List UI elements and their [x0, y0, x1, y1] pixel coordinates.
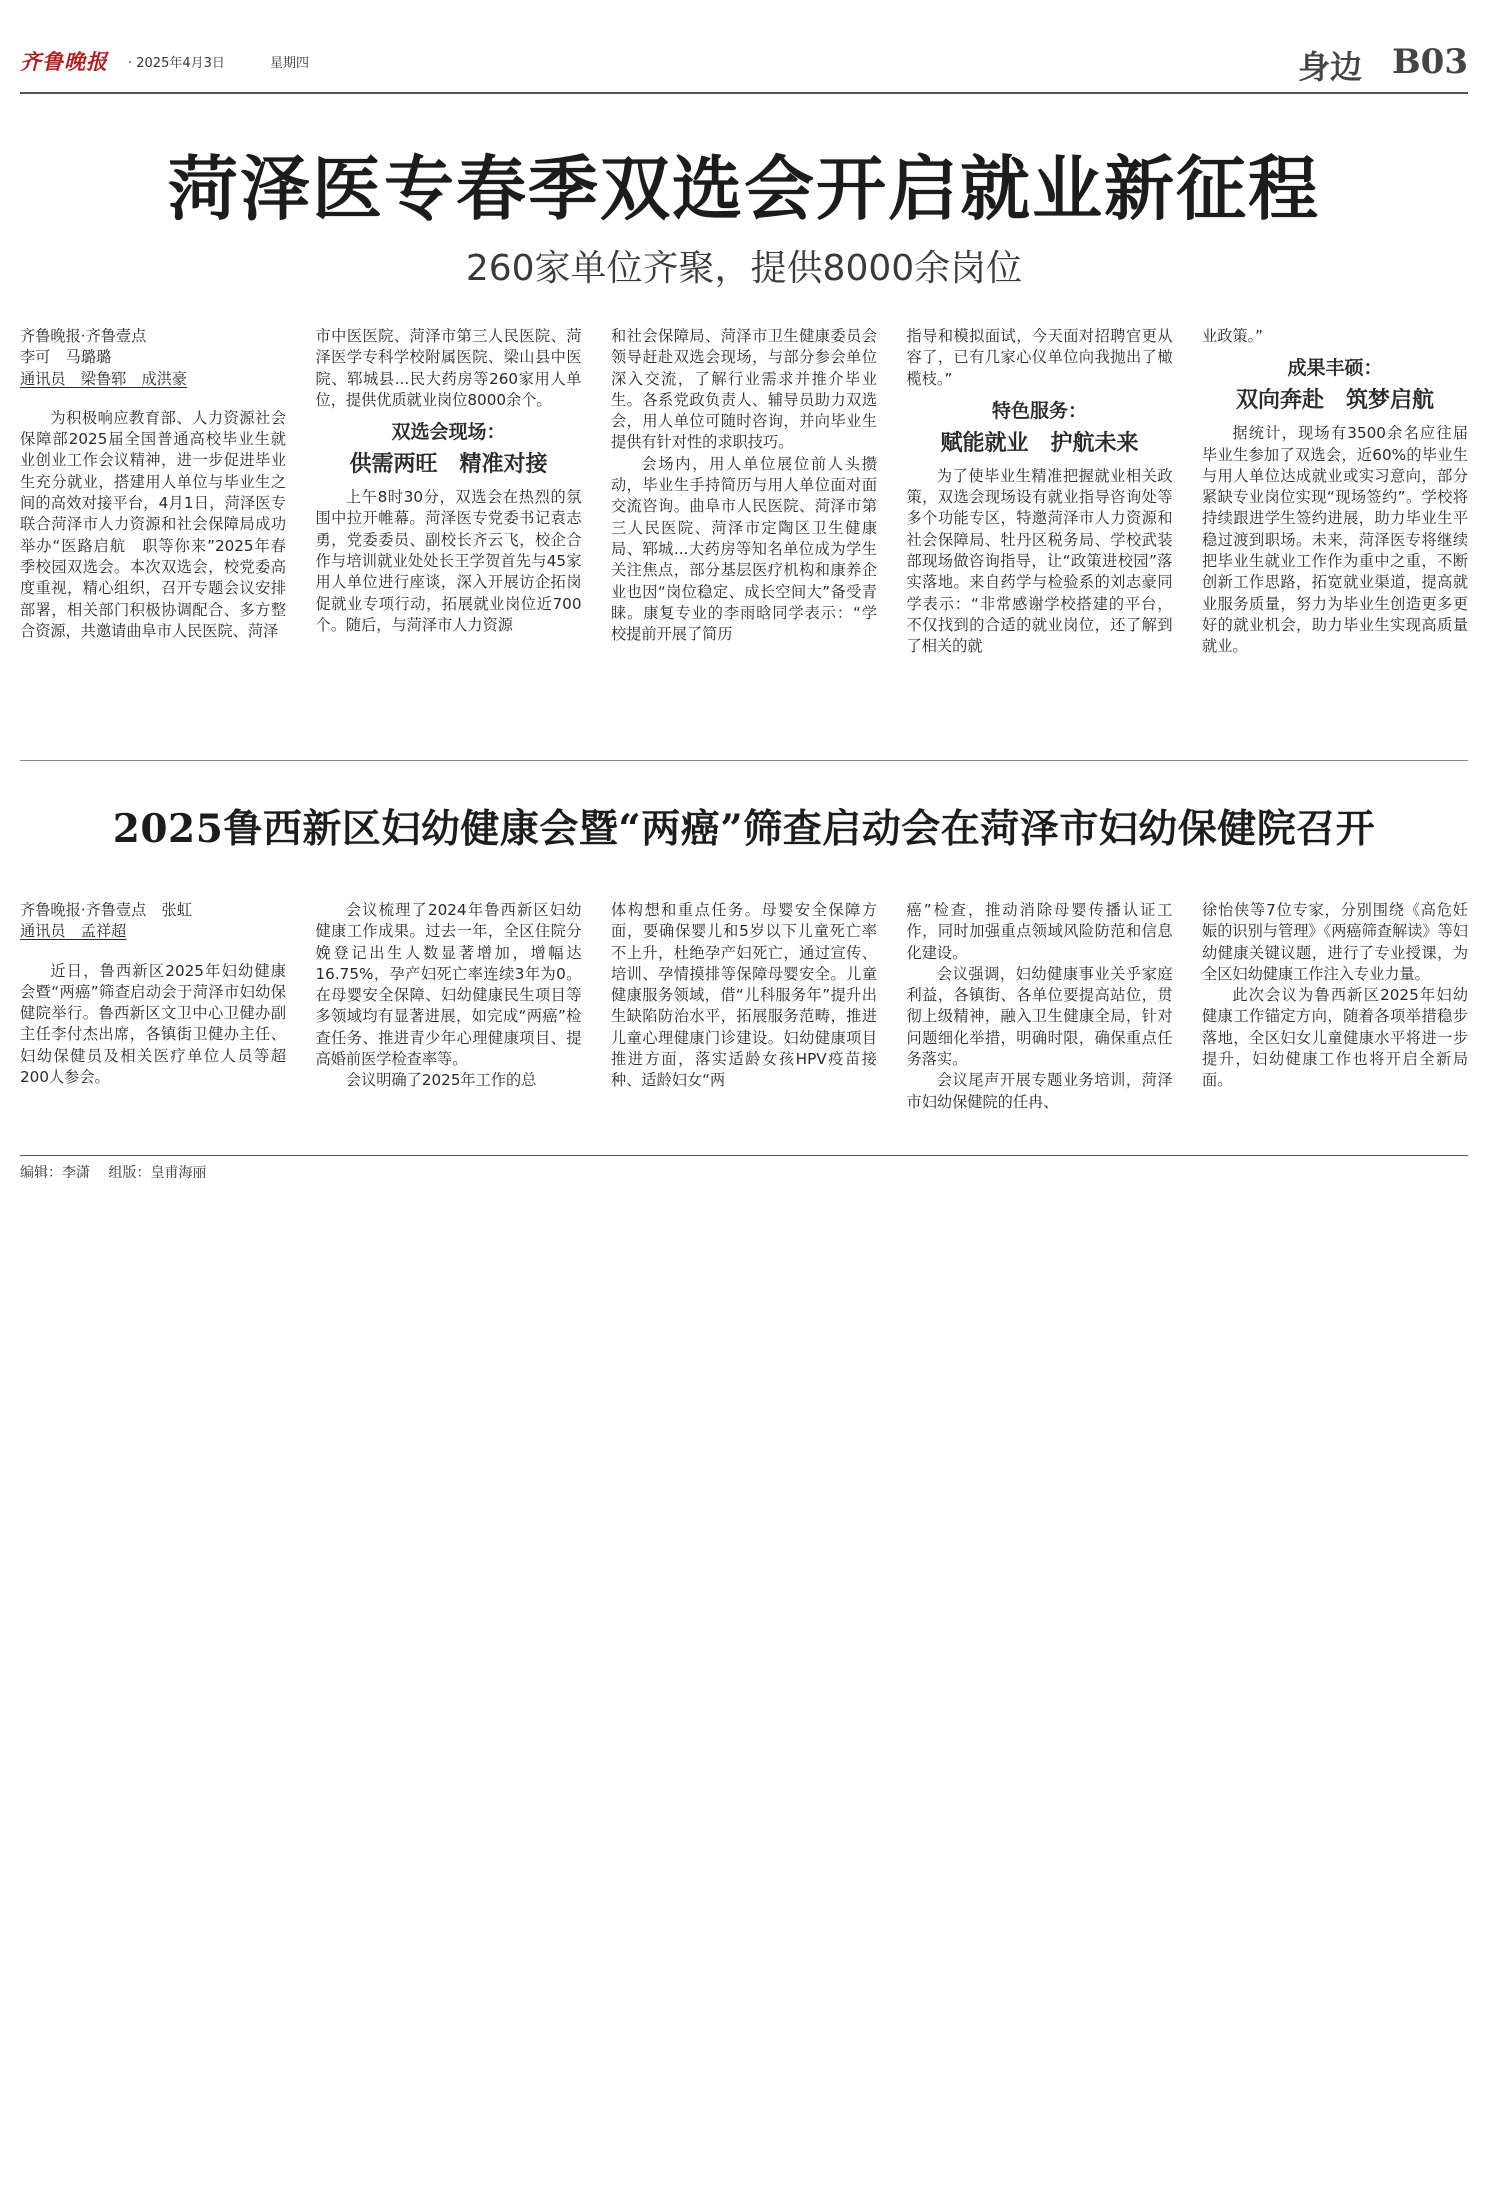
byline-reporters: 李可 马璐璐 [20, 348, 112, 367]
article1-column-5 [1202, 326, 1468, 722]
paragraph: 会议尾声开展专题业务培训，菏泽市妇幼保健院的任冉、 [906, 1071, 1173, 1111]
article2-column-1 [20, 900, 286, 1140]
article1-subtitle: 260家单位齐聚，提供8000余岗位 [465, 248, 1023, 289]
paragraph: 指导和模拟面试，今天面对招聘官更从容了，已有几家心仪单位向我抛出了橄榄枝。” [906, 327, 1173, 388]
paragraph: 据统计，现场有3500余名应往届毕业生参加了双选会，近60%的毕业生与用人单位达成就业或实习意向，部分紧缺专业岗位实现“现场签约”。学校将持续跟进学生签约进展，助力毕业生平稳过渡到职场。未来，菏泽医专将继续把毕业生就业工作作为重中之重，不断创新工作思路，拓宽就业渠道，提高就业服务质量，努力为毕业生创造更多更好的就业机会，助力毕业生实现高质量就业。 [1202, 424, 1468, 656]
paragraph: 徐怡侠等7位专家，分别围绕《高危妊娠的识别与管理》《两癌筛查解读》等妇幼健康关键议题，进行了专业授课，为全区妇幼健康工作注入专业力量。 [1202, 901, 1468, 983]
article-divider [20, 760, 1468, 761]
byline-agency: 齐鲁晚报·齐鲁壹点 张虹 [20, 901, 192, 919]
paragraph: 会议强调，妇幼健康事业关乎家庭利益，各镇街、各单位要提高站位，贯彻上级精神，融入卫生健康全局，针对问题细化举措，明确时限，确保重点任务落实。 [906, 964, 1173, 1069]
newspaper-logo: 齐鲁晚报 [20, 49, 108, 74]
layout-name: 组版：皇甫海丽 [108, 1165, 207, 1181]
paragraph: 业政策。” [1202, 327, 1264, 345]
paragraph: 会议明确了2025年工作的总 [345, 1071, 537, 1090]
article1-title: 菏泽医专春季双选会开启就业新征程 [168, 147, 1320, 230]
byline-correspondents: 通讯员 孟祥超 [20, 922, 127, 941]
header-divider [20, 92, 1468, 94]
paragraph: 市中医医院、菏泽市第三人民医院、菏泽医学专科学校附属医院、梁山县中医院、郓城县...民大药房等260家用人单位，提供优质就业岗位8000余个。 [315, 327, 582, 409]
paragraph: 上午8时30分，双选会在热烈的氛围中拉开帷幕。菏泽医专党委书记袁志勇，党委委员、副校长齐云飞，校企合作与培训就业处处长王学贺首先与45家用人单位进行座谈，深入开展访企拓岗促就业专项行动，拓展就业岗位近700个。随后，与菏泽市人力资源 [315, 488, 582, 634]
byline-correspondents: 通讯员 梁鲁郓 成洪豪 [20, 369, 188, 388]
issue-weekday: 星期四 [270, 56, 310, 71]
article2-body [20, 900, 1468, 1140]
article2-column-5 [1202, 900, 1468, 1140]
section-subheading: 供需两旺 精准对接 [349, 451, 548, 478]
paragraph: 近日，鲁西新区2025年妇幼健康会暨“两癌”筛查启动会于菏泽市妇幼保健院举行。鲁西新区文卫中心卫健办副主任李付杰出席，各镇街卫健办主任、妇幼保健员及相关医疗单位人员等超200人参会。 [20, 961, 286, 1087]
section-heading: 成果丰硕： [1287, 357, 1383, 380]
paragraph: 体构想和重点任务。母婴安全保障方面，要确保婴儿和5岁以下儿童死亡率不上升，杜绝孕产妇死亡，通过宣传、培训、孕情摸排等保障母婴安全。儿童健康服务领域，借“儿科服务年”提升出生缺陷防治水平，拓展服务范畴，推进儿童心理健康门诊建设。妇幼健康项目推进方面，落实适龄女孩HPV疫苗接种、适龄妇女“两 [611, 901, 877, 1090]
masthead [20, 42, 1468, 94]
paragraph: 癌”检查，推动消除母婴传播认证工作，同时加强重点领域风险防范和信息化建设。 [906, 901, 1173, 962]
paragraph: 会场内，用人单位展位前人头攒动，毕业生手持简历与用人单位面对面交流咨询。曲阜市人民医院、菏泽市第三人民医院、菏泽市定陶区卫生健康局、郓城...大药房等知名单位成为学生关注焦点，部分基层医疗机构和康养企业也因“岗位稳定、成长空间大”备受青睐。康复专业的李雨晗同学表示：“学校提前开展了简历 [611, 454, 877, 644]
footer-divider [20, 1155, 1468, 1156]
issue-date: · 2025年4月3日 [128, 56, 225, 71]
article1-body [20, 326, 1468, 722]
paragraph: 为积极响应教育部、人力资源社会保障部2025届全国普通高校毕业生就业创业工作会议精神，进一步促进毕业生充分就业，搭建用人单位与毕业生之间的高效对接平台，4月1日，菏泽医专联合菏泽市人力资源和社会保障局成功举办“医路启航 职等你来”2025年春季校园双选会。本次双选会，校党委高度重视，精心组织，召开专题会议安排部署，相关部门积极协调配合、多方整合资源，共邀请曲阜市人民医院、菏泽 [20, 408, 286, 640]
section-heading: 双选会现场： [391, 421, 506, 444]
article2-column-2 [316, 900, 582, 1140]
paragraph: 此次会议为鲁西新区2025年妇幼健康工作锚定方向，随着各项举措稳步落地，全区妇女儿童健康水平将进一步提升，妇幼健康工作也将开启全新局面。 [1202, 986, 1468, 1090]
article2-column-3 [611, 900, 877, 1140]
editor-name: 编辑：李潇 [20, 1165, 90, 1181]
article1-column-1 [20, 326, 286, 722]
paragraph: 为了使毕业生精准把握就业相关政策，双选会现场设有就业指导咨询处等多个功能专区，特邀菏泽市人力资源和社会保障局、牡丹区税务局、学校武装部现场做咨询指导，让“政策进校园”落实落地。来自药学与检验系的刘志豪同学表示：“非常感谢学校搭建的平台，不仅找到的合适的就业岗位，还了解到了相关的就 [906, 466, 1173, 656]
paragraph: 和社会保障局、菏泽市卫生健康委员会领导赶赴双选会现场，与部分参会单位深入交流，了解行业需求并推介毕业生。各系党政负责人、辅导员助力双选会，用人单位可随时咨询，并向毕业生提供有针对性的求职技巧。 [611, 327, 877, 452]
editor-credits [20, 1162, 220, 1182]
page-number: B03 [1391, 42, 1468, 82]
section-heading: 特色服务： [991, 399, 1087, 422]
article1-column-4 [907, 326, 1173, 722]
article1-column-2 [316, 326, 582, 722]
article2-title: 2025鲁西新区妇幼健康会暨“两癌”筛查启动会在菏泽市妇幼保健院召开 [112, 806, 1376, 852]
article1-column-3 [611, 326, 877, 722]
paragraph: 会议梳理了2024年鲁西新区妇幼健康工作成果。过去一年，全区住院分娩登记出生人数显著增加，增幅达16.75%，孕产妇死亡率连续3年为0。在母婴安全保障、妇幼健康民生项目等多领域均有显著进展，如完成“两癌”检查任务、推进青少年心理健康项目、提高婚前医学检查率等。 [315, 901, 582, 1069]
section-subheading: 赋能就业 护航未来 [940, 429, 1139, 456]
article2-column-4 [907, 900, 1173, 1140]
section-name: 身边 [1297, 48, 1362, 86]
byline-agency: 齐鲁晚报·齐鲁壹点 [20, 327, 147, 345]
section-subheading: 双向奔赴 筑梦启航 [1235, 387, 1434, 414]
